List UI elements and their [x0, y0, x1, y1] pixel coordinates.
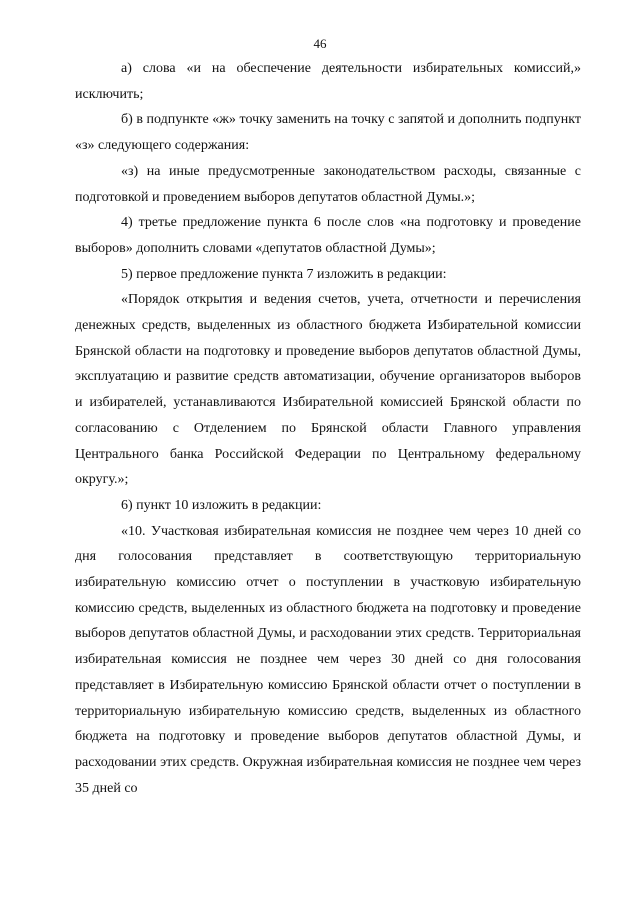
paragraph-item-6: 6) пункт 10 изложить в редакции: — [121, 497, 322, 513]
paragraph-z-quote: «з) на иные предусмотренные законодательством расходы, связанные с подготовкой и проведением выборов депутатов областной Думы.»; — [75, 163, 581, 205]
document-body — [75, 56, 581, 801]
page-number: 46 — [313, 36, 327, 51]
paragraph-item-5-quote: «Порядок открытия и ведения счетов, учета, отчетности и перечисления денежных средств, выделенных из областного бюджета Избирательной комиссии Брянской области на подготовку и проведение выборов депутатов областной Думы, эксплуатацию и развитие средств автоматизации, обучение организаторов выборов и избирателей, устанавливаются Избирательной комиссией Брянской области по согласованию с Отделением по Брянской области Главного управления Центрального банка Российской Федерации по Центральному федеральному округу.»; — [75, 292, 581, 488]
paragraph-item-10-quote: «10. Участковая избирательная комиссия не позднее чем через 10 дней со дня голосования представляет в соответствующую территориальную избирательную комиссию отчет о поступлении в участковую избирательную комиссию средств, выделенных из областного бюджета на подготовку и проведение выборов депутатов областной Думы, и расходовании этих средств. Территориальная избирательная комиссия не позднее чем через 30 дней со дня голосования представляет в Избирательную комиссию Брянской области отчет о поступлении в территориальную избирательную комиссию средств, выделенных из областного бюджета на подготовку и проведение выборов депутатов областной Думы, и расходовании этих средств. Окружная избирательная комиссия не позднее чем через 35 дней со — [75, 523, 581, 796]
paragraph-item-4: 4) третье предложение пункта 6 после слов «на подготовку и проведение выборов» дополнить словами «депутатов областной Думы»; — [75, 215, 581, 256]
paragraph-item-5: 5) первое предложение пункта 7 изложить в редакции: — [121, 266, 447, 282]
paragraph-a: а) слова «и на обеспечение деятельности избирательных комиссий,» исключить; — [75, 61, 581, 102]
paragraph-b: б) в подпункте «ж» точку заменить на точку с запятой и дополнить подпункт «з» следующего содержания: — [75, 112, 581, 154]
